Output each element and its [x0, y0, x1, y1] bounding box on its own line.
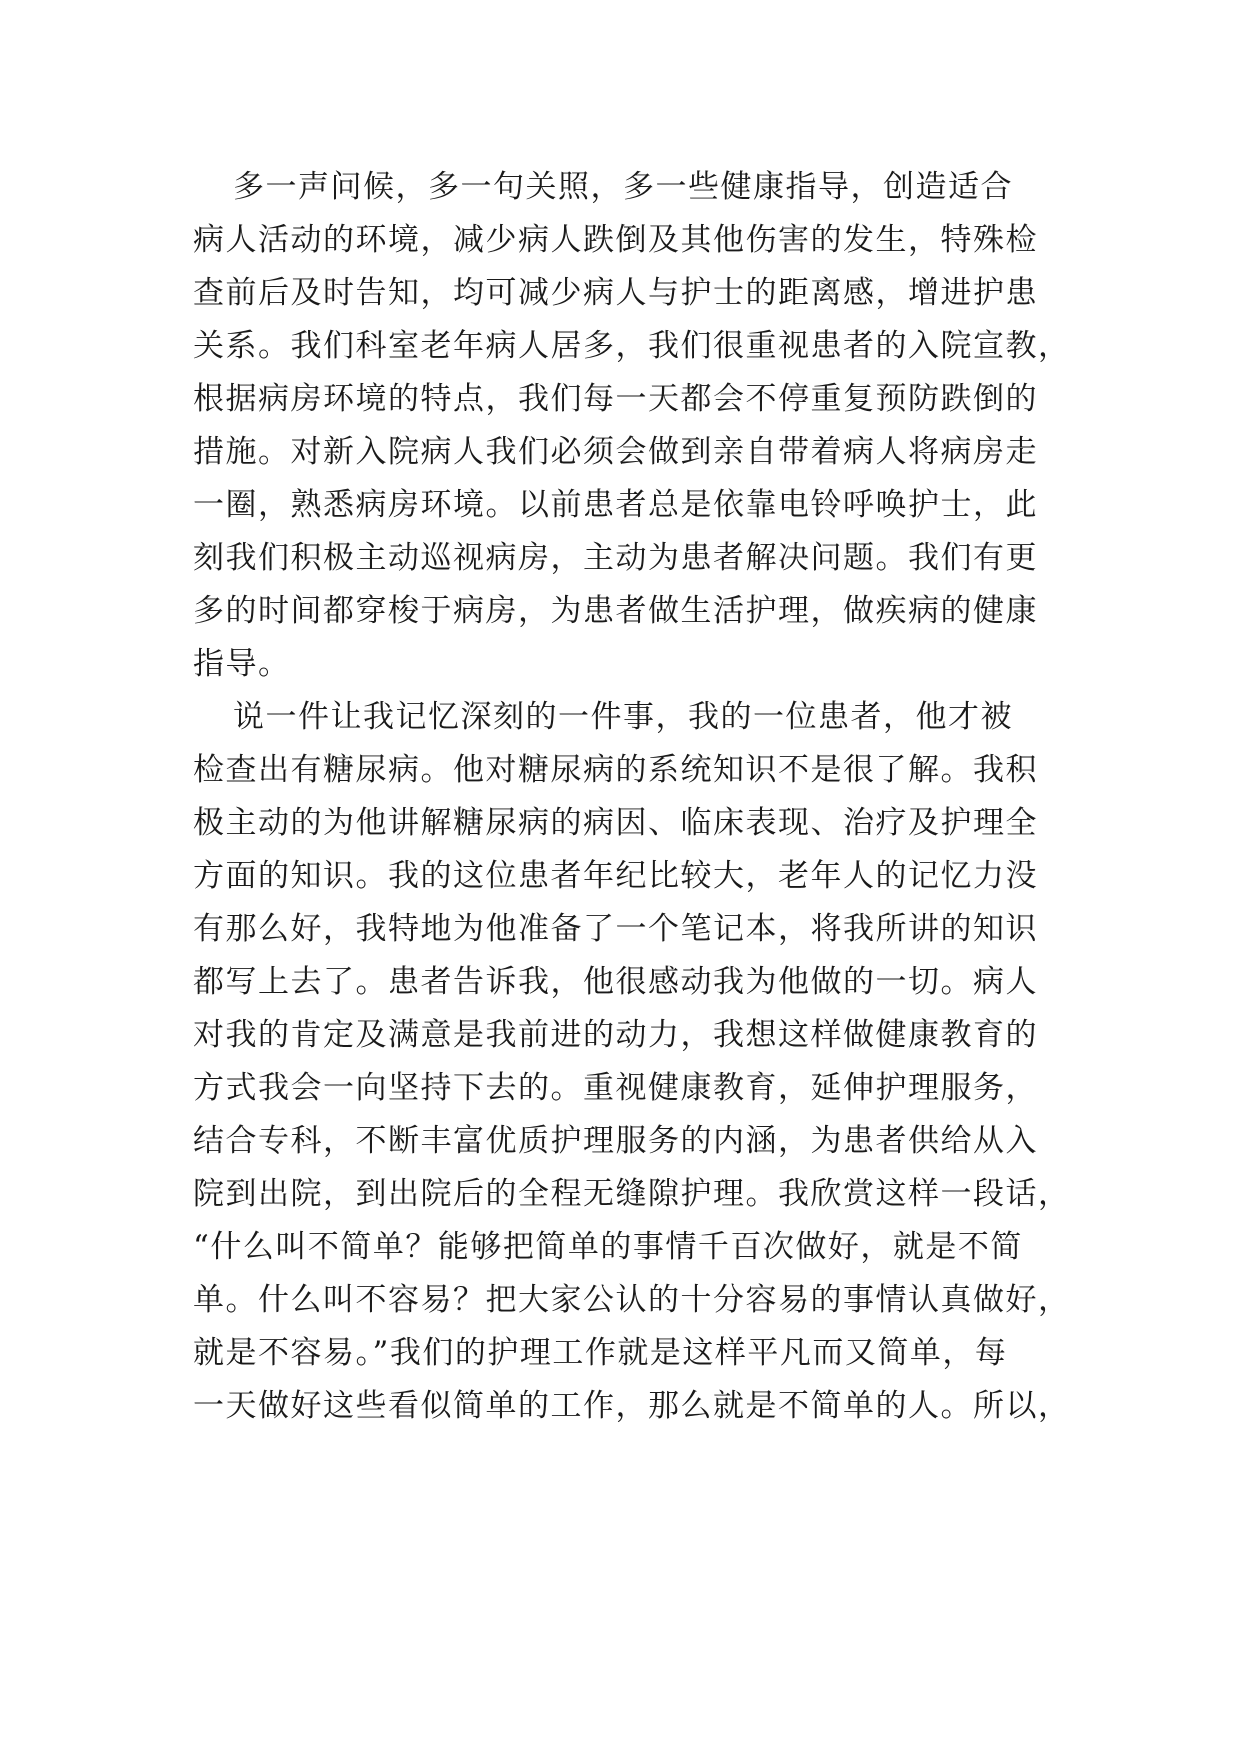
text-line: 结合专科，不断丰富优质护理服务的内涵，为患者供给从入 [193, 1123, 1038, 1159]
text-line: 多一声问候，多一句关照，多一些健康指导，创造适合 [233, 169, 1013, 205]
text-line: 说一件让我记忆深刻的一件事，我的一位患者，他才被 [233, 699, 1013, 735]
text-line: 极主动的为他讲解糖尿病的病因、临床表现、治疗及护理全 [193, 805, 1038, 841]
text-line: “什么叫不简单？能够把简单的事情千百次做好，就是不简 [193, 1229, 1023, 1265]
text-line: 病人活动的环境，减少病人跌倒及其他伤害的发生，特殊检 [193, 222, 1038, 258]
text-line: 方式我会一向坚持下去的。重视健康教育，延伸护理服务， [193, 1070, 1038, 1106]
text-line: 查前后及时告知，均可减少病人与护士的距离感，增进护患 [193, 275, 1038, 311]
text-line: 有那么好，我特地为他准备了一个笔记本，将我所讲的知识 [193, 911, 1038, 947]
text-line: 对我的肯定及满意是我前进的动力，我想这样做健康教育的 [193, 1017, 1038, 1053]
text-line: 措施。对新入院病人我们必须会做到亲自带着病人将病房走 [193, 434, 1038, 470]
text-line: 关系。我们科室老年病人居多，我们很重视患者的入院宣教， [193, 328, 1071, 364]
text-line: 一天做好这些看似简单的工作，那么就是不简单的人。所以， [193, 1388, 1071, 1424]
text-line: 根据病房环境的特点，我们每一天都会不停重复预防跌倒的 [193, 381, 1038, 417]
text-line: 方面的知识。我的这位患者年纪比较大，老年人的记忆力没 [193, 858, 1038, 894]
text-line: 指导。 [193, 646, 291, 682]
text-line: 检查出有糖尿病。他对糖尿病的系统知识不是很了解。我积 [193, 752, 1038, 788]
text-line: 一圈，熟悉病房环境。以前患者总是依靠电铃呼唤护士，此 [193, 487, 1038, 523]
text-line: 刻我们积极主动巡视病房，主动为患者解决问题。我们有更 [193, 540, 1038, 576]
text-line: 单。什么叫不容易？把大家公认的十分容易的事情认真做好， [193, 1282, 1071, 1318]
text-line: 院到出院，到出院后的全程无缝隙护理。我欣赏这样一段话， [193, 1176, 1071, 1212]
text-line: 就是不容易。”我们的护理工作就是这样平凡而又简单，每 [193, 1335, 1008, 1371]
text-line: 多的时间都穿梭于病房，为患者做生活护理，做疾病的健康 [193, 593, 1038, 629]
text-line: 都写上去了。患者告诉我，他很感动我为他做的一切。病人 [193, 964, 1038, 1000]
